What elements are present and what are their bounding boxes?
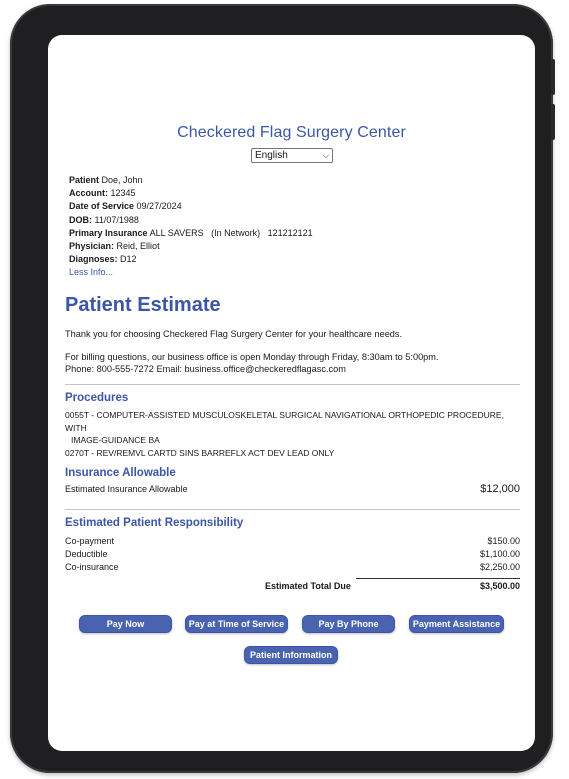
responsibility-heading: Estimated Patient Responsibility — [65, 517, 244, 529]
total-divider — [356, 578, 520, 579]
language-select[interactable] — [251, 148, 333, 163]
procedure-item-continued: IMAGE-GUIDANCE BA — [71, 435, 160, 445]
primary-insurance-label: Primary Insurance — [69, 227, 148, 238]
procedure-item: 0055T - COMPUTER-ASSISTED MUSCULOSKELETAL SURGICAL NAVIGATIONAL ORTHOPEDIC PROCEDURE, WITH — [65, 410, 504, 433]
primary-insurance-value: ALL SAVERS (In Network) 121212121 — [149, 227, 313, 238]
chevron-down-icon: ⌵ — [322, 150, 329, 160]
billing-contact-text: Phone: 800-555-7272 Email: business.office@checkeredflagasc.com — [65, 364, 346, 374]
physician-value: Reid, Elliot — [116, 241, 160, 252]
coinsurance-label: Co-insurance — [65, 562, 119, 572]
pay-by-phone-button[interactable]: Pay By Phone — [302, 615, 395, 633]
copayment-label: Co-payment — [65, 536, 115, 546]
date-of-service-row — [69, 200, 313, 213]
patient-info — [69, 174, 313, 280]
divider — [65, 509, 520, 510]
insurance-allowable-amount: $12,000 — [480, 483, 520, 495]
primary-insurance-row — [69, 227, 313, 240]
dob-row — [69, 214, 313, 227]
billing-hours-text: For billing questions, our business office is open Monday through Friday, 8:30am to 5:00pm. — [65, 352, 439, 362]
deductible-amount: $1,100.00 — [479, 549, 520, 559]
coinsurance-amount: $2,250.00 — [479, 562, 520, 572]
procedures-list — [65, 409, 520, 459]
patient-label: Patient — [69, 175, 100, 185]
copayment-row — [65, 536, 520, 546]
account-label: Account: — [69, 188, 108, 199]
tablet-side-button-top — [551, 59, 555, 95]
copayment-amount: $150.00 — [487, 536, 520, 546]
procedures-heading: Procedures — [65, 392, 129, 404]
pay-at-time-of-service-button[interactable]: Pay at Time of Service — [185, 615, 288, 633]
divider — [65, 384, 520, 385]
total-row — [65, 581, 520, 591]
physician-row — [69, 240, 313, 253]
estimate-heading: Patient Estimate — [65, 294, 221, 316]
tablet-frame — [10, 4, 553, 773]
patient-value: Doe, John — [101, 175, 143, 185]
diagnoses-value: D12 — [120, 254, 137, 265]
less-info-link[interactable]: Less Info... — [69, 267, 114, 278]
dob-label: DOB: — [69, 214, 92, 225]
insurance-allowable-label: Estimated Insurance Allowable — [65, 484, 188, 494]
language-select-value: English — [255, 150, 288, 161]
diagnoses-label: Diagnoses: — [69, 254, 118, 265]
account-row — [69, 187, 313, 200]
account-value: 12345 — [110, 188, 136, 199]
coinsurance-row — [65, 562, 520, 572]
physician-label: Physician: — [69, 241, 115, 252]
insurance-allowable-heading: Insurance Allowable — [65, 467, 176, 479]
deductible-label: Deductible — [65, 549, 108, 559]
patient-row — [69, 174, 313, 187]
payment-assistance-button[interactable]: Payment Assistance — [409, 615, 504, 633]
pay-now-button[interactable]: Pay Now — [79, 615, 172, 633]
date-of-service-value: 09/27/2024 — [136, 201, 182, 212]
total-label: Estimated Total Due — [265, 581, 351, 591]
thank-you-text: Thank you for choosing Checkered Flag Surgery Center for your healthcare needs. — [65, 329, 403, 339]
procedure-item: 0270T - REV/REMVL CARTD SINS BARREFLX ACT DEV LEAD ONLY — [65, 447, 335, 458]
deductible-row — [65, 549, 520, 559]
patient-information-button[interactable]: Patient Information — [244, 646, 338, 664]
screen — [48, 35, 535, 751]
dob-value: 11/07/1988 — [94, 214, 139, 225]
diagnoses-row — [69, 253, 313, 266]
insurance-allowable-row — [65, 483, 520, 495]
tablet-side-button-bottom — [551, 104, 555, 140]
date-of-service-label: Date of Service — [69, 201, 135, 212]
page-title: Checkered Flag Surgery Center — [177, 124, 406, 141]
total-amount: $3,500.00 — [479, 581, 520, 591]
